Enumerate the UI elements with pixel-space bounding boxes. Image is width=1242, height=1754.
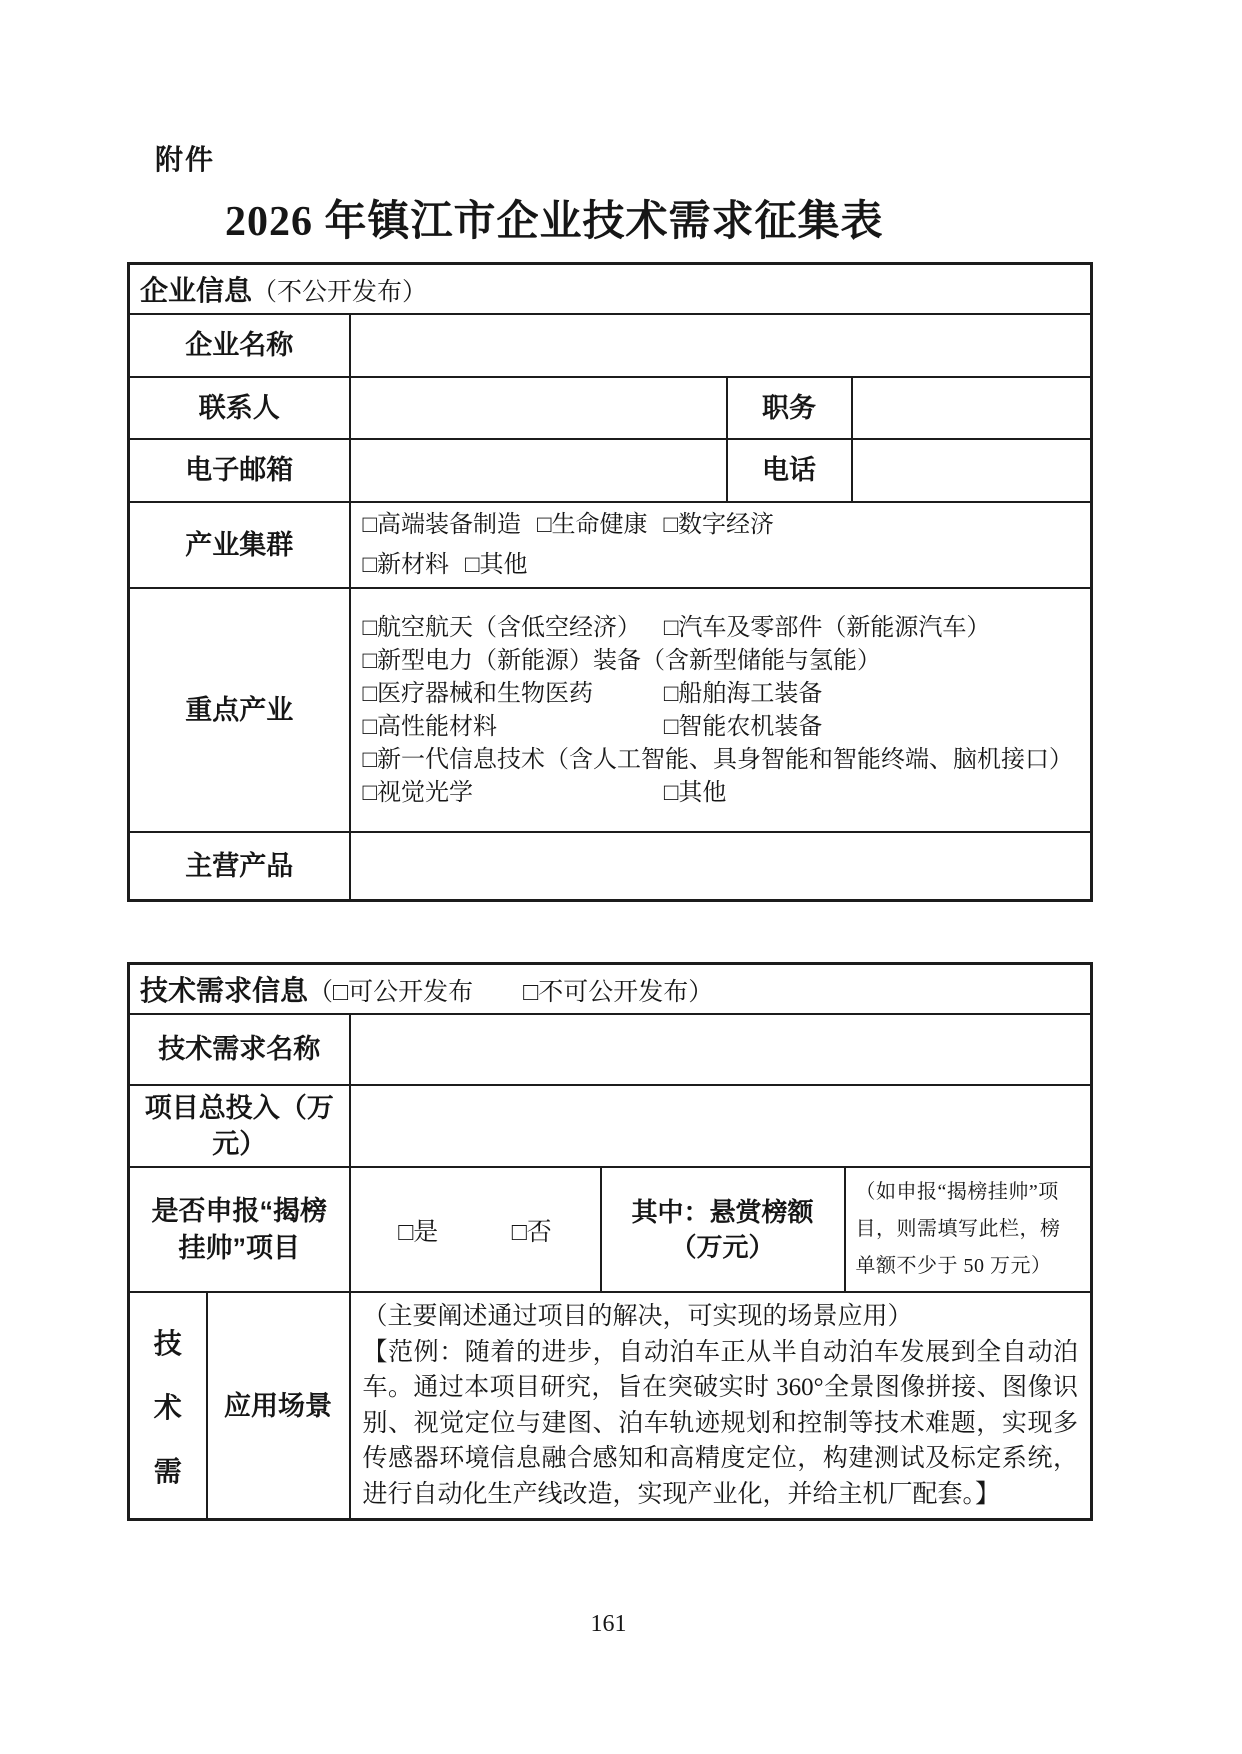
checkbox-option: □新一代信息技术（含人工智能、具身智能和智能终端、脑机接口） (362, 746, 1073, 773)
table-row (129, 1167, 1092, 1292)
cluster-options (350, 502, 1092, 588)
cluster-options-line2 (363, 547, 1081, 583)
main-products-label: 主营产品 (129, 832, 350, 900)
checkbox-option: □数字经济 (663, 512, 774, 538)
checkbox-option-no: □否 (511, 1218, 552, 1246)
page-number: 161 (590, 1611, 627, 1638)
key-industry-line (363, 715, 1081, 739)
table-row (129, 963, 1092, 1014)
scenario-example: 【范例：随着的进步，自动泊车正从半自动泊车发展到全自动泊车。通过本项目研究，旨在突破实时 360°全景图像拼接、图像识别、视觉定位与建图、泊车轨迹规划和控制等技术难题，实现多传感器环境信息融合感知和高精度定位，构建测试及标定系统，进行自动化生产线改造，实现产业化，并给主机厂配套。】 (362, 1338, 1079, 1508)
tech-demand-char: 需 (153, 1455, 182, 1487)
company-name-label: 企业名称 (129, 314, 350, 377)
table-row (129, 1292, 1092, 1520)
bounty-yesno-cell (350, 1167, 601, 1292)
checkbox-option-yes: □是 (398, 1218, 439, 1246)
checkbox-option: □其他 (465, 552, 528, 578)
table-row (129, 314, 1092, 377)
email-field (350, 439, 727, 502)
checkbox-option: □高端装备制造 (362, 512, 521, 538)
attachment-label: 附件 (155, 144, 216, 175)
key-industry-line (363, 748, 1081, 772)
tech-demand-vertical-label (129, 1292, 207, 1520)
scenario-content (350, 1292, 1092, 1520)
checkbox-option: □新型电力（新能源）装备（含新型储能与氢能） (362, 647, 881, 674)
key-industry-line (363, 682, 1081, 706)
key-industry-line (363, 781, 1081, 805)
bounty-amount-label: 其中：悬赏榜额（万元） (601, 1167, 845, 1292)
enterprise-section-title: 企业信息 (140, 275, 253, 306)
checkbox-option: □生命健康 (537, 512, 648, 538)
document-page (127, 0, 1090, 1638)
checkbox-option: □新材料 (362, 552, 449, 578)
demand-name-label: 技术需求名称 (129, 1014, 350, 1085)
enterprise-section-header (129, 264, 1092, 315)
tech-demand-char: 技 (153, 1327, 182, 1359)
phone-label: 电话 (727, 439, 852, 502)
investment-label: 项目总投入（万元） (129, 1085, 350, 1168)
scenario-label: 应用场景 (207, 1292, 350, 1520)
checkbox-option: □其他 (663, 779, 727, 806)
table-row (129, 377, 1092, 439)
cluster-options-line1 (363, 507, 1081, 543)
checkbox-option: □视觉光学 (362, 779, 473, 806)
tech-demand-char: 术 (153, 1391, 182, 1423)
checkbox-option: □航空航天（含低空经济） (362, 614, 641, 641)
table-row (129, 588, 1092, 832)
email-label: 电子邮箱 (129, 439, 350, 502)
key-industry-line (363, 616, 1081, 640)
checkbox-option: □高性能材料 (362, 713, 497, 740)
demand-name-field (350, 1014, 1092, 1085)
key-industry-options (350, 588, 1092, 832)
demand-section-header (129, 963, 1092, 1014)
contact-label: 联系人 (129, 377, 350, 439)
table-row (129, 439, 1092, 502)
table-row (129, 1014, 1092, 1085)
table-row (129, 832, 1092, 900)
key-industry-line (363, 649, 1081, 673)
position-field (852, 377, 1092, 439)
checkbox-option: □医疗器械和生物医药 (362, 680, 593, 707)
demand-section-note: （□可公开发布 □不可公开发布） (308, 978, 714, 1006)
main-products-field (350, 832, 1092, 900)
contact-field (350, 377, 727, 439)
enterprise-info-table (127, 262, 1093, 902)
checkbox-option: □船舶海工装备 (663, 680, 823, 707)
checkbox-option: □汽车及零部件（新能源汽车） (663, 614, 991, 641)
bounty-label: 是否申报“揭榜挂帅”项目 (129, 1167, 350, 1292)
company-name-field (350, 314, 1092, 377)
table-row (129, 264, 1092, 315)
document-title: 2026 年镇江市企业技术需求征集表 (225, 199, 884, 245)
table-row (129, 1085, 1092, 1168)
checkbox-option: □智能农机装备 (663, 713, 823, 740)
key-industry-label: 重点产业 (129, 588, 350, 832)
scenario-hint: （主要阐述通过项目的解决，可实现的场景应用） (362, 1303, 913, 1331)
enterprise-section-note: （不公开发布） (252, 279, 428, 306)
position-label: 职务 (727, 377, 852, 439)
phone-field (852, 439, 1092, 502)
bounty-note: （如申报“揭榜挂帅”项目，则需填写此栏，榜单额不少于 50 万元） (845, 1167, 1092, 1292)
cluster-label: 产业集群 (129, 502, 350, 588)
investment-field (350, 1085, 1092, 1168)
demand-section-title: 技术需求信息 (140, 974, 309, 1006)
table-row (129, 502, 1092, 588)
tech-demand-table (127, 962, 1093, 1522)
